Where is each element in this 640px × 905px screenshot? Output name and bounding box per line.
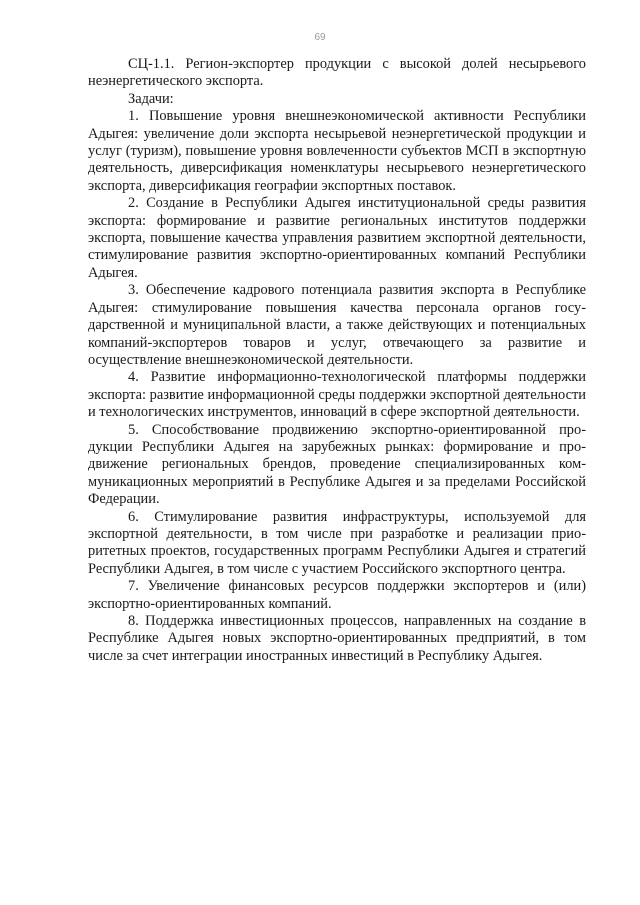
tasks-label: Задачи: xyxy=(128,90,174,107)
document-body xyxy=(88,56,586,665)
task-item: 3. Обеспечение кадрового потенциала развития экспорта в Республике Адыгея: стимулирование повышения качества персонала органов государственной и муниципальной власти, а также действующих и потенциальных компаний-экспортеров товаров и услуг, отвечающего за развитие и осуществление внешнеэкономической деятельности. xyxy=(88,282,586,368)
task-item: 2. Создание в Республики Адыгея институциональной среды развития экспорта: формирование и развитие региональных институтов поддержки экспорта, повышение качества управления развитием экспортной деятельности, стимулирование развития экспортно-ориентированных компаний Республики Адыгея. xyxy=(88,195,586,281)
section-heading: СЦ-1.1. Регион-экспортер продукции с высокой долей несырьевого неэнергетического экспорта. xyxy=(88,56,586,90)
task-item: 8. Поддержка инвестиционных процессов, направленных на создание в Республике Адыгея новых экспортно-ориентированных предприятий, в том числе за счет интеграции иностранных инвестиций в Республику Адыгея. xyxy=(88,613,586,664)
task-item: 1. Повышение уровня внешнеэкономической активности Республики Адыгея: увеличение доли экспорта несырьевой неэнергетической продукции и услуг (туризм), повышение уровня вовлеченности субъектов МСП в экспортную деятельность, диверсификация номенклатуры несырьевого неэнергетического экспорта, диверсификация географии экспортных поставок. xyxy=(88,108,586,194)
task-item: 6. Стимулирование развития инфраструктуры, используемой для экспортной деятельности, в том числе при разработке и реализации приоритетных проектов, государственных программ Республики Адыгея и стратегий Республики Адыгея, в том числе с участием Российского экспортного центра. xyxy=(88,508,586,577)
page-number: 69 xyxy=(314,32,326,43)
task-item: 5. Способствование продвижению экспортно-ориентированной продукции Республики Адыгея на зарубежных рынках: формирование и продвижение региональных брендов, проведение специализированных коммуникационных мероприятий в Республике Адыгея и за пределами Российской Федерации. xyxy=(88,421,586,508)
task-item: 4. Развитие информационно-технологической платформы поддержки экспорта: развитие информационной среды поддержки экспортной деятельности и технологических инструментов, инноваций в сфере экспортной деятельности. xyxy=(88,369,586,421)
task-item: 7. Увеличение финансовых ресурсов поддержки экспортеров и (или) экспортно-ориентированных компаний. xyxy=(88,578,586,612)
